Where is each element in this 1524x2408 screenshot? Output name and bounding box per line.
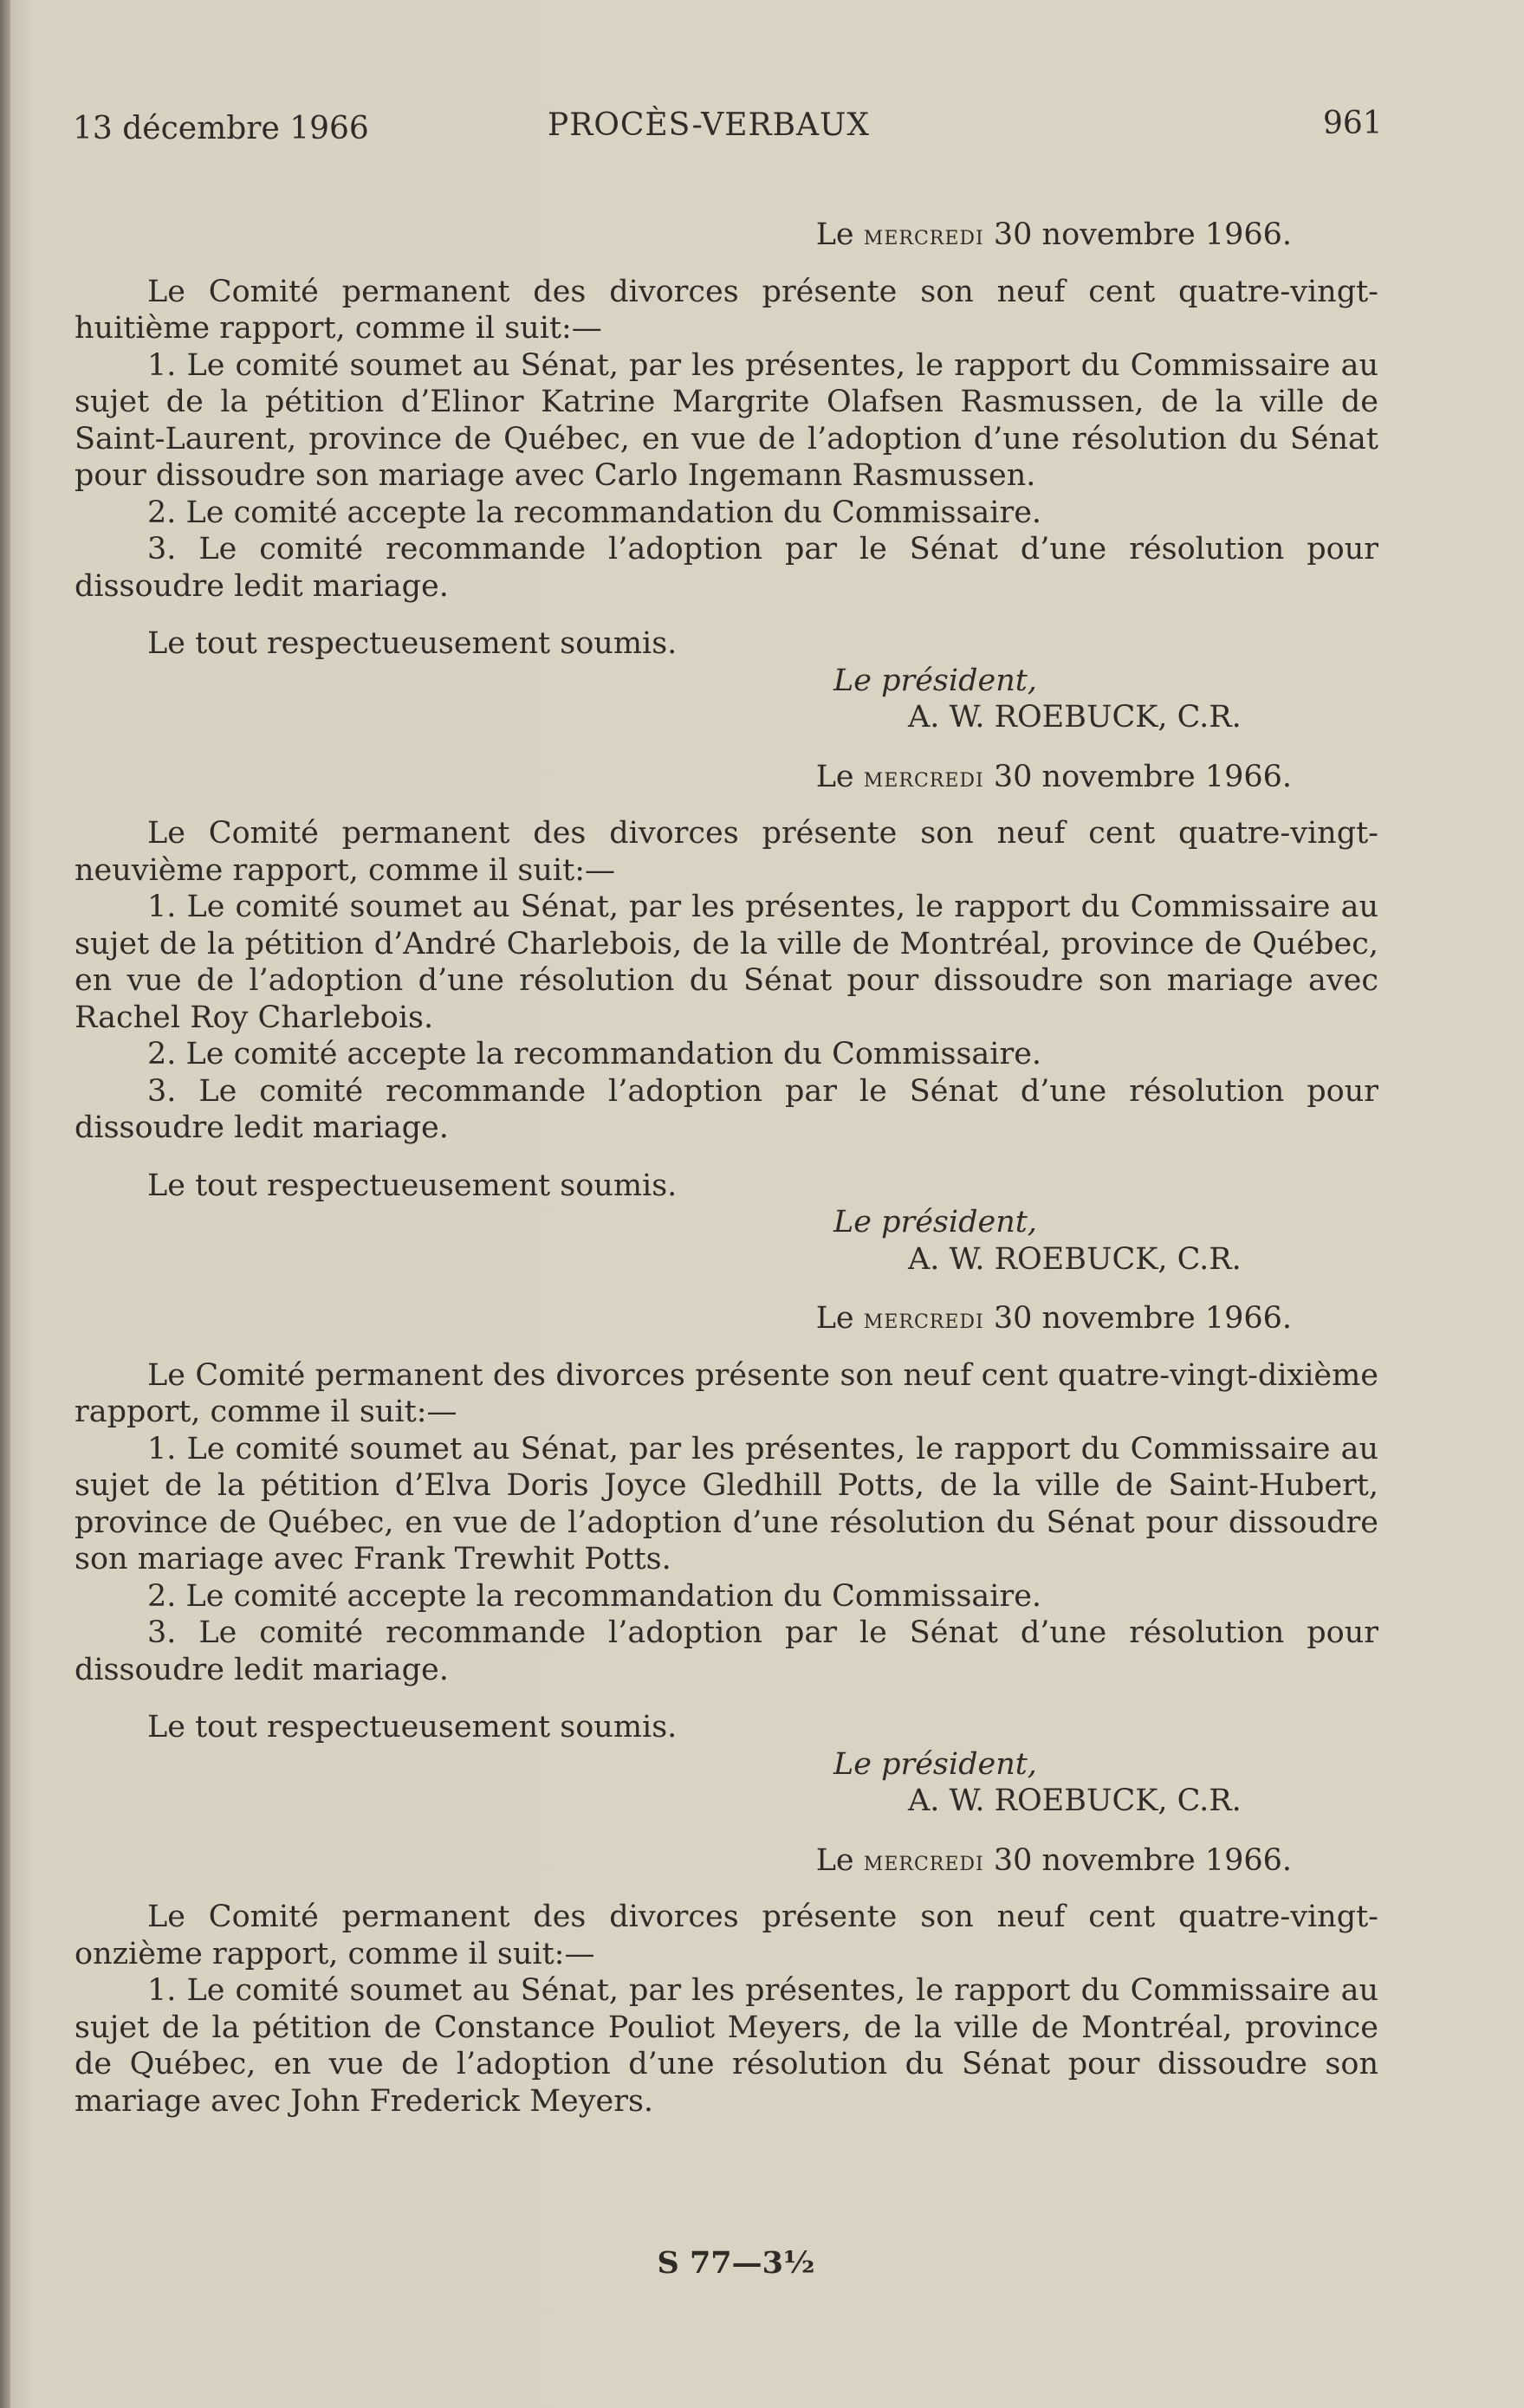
report-entry bbox=[75, 1300, 1378, 1820]
signature-name: A. W. ROEBUCK, C.R. bbox=[908, 1241, 1242, 1277]
report-item: 1. Le comité soumet au Sénat, par les présentes, le rapport du Commissaire au sujet de la pétition d’Elva Doris Joyce Gledhill Potts, de la ville de Saint-Hubert, province de Québec, en vue de l’adoption d’une résolution du Sénat pour dissoudre son mariage avec Frank Trewhit Potts. bbox=[75, 1431, 1378, 1576]
dateline-weekday: mercredi bbox=[863, 1845, 984, 1877]
dateline-date: 30 novembre 1966. bbox=[993, 1301, 1292, 1336]
signature-title: Le président, bbox=[833, 1205, 1037, 1240]
signature-block bbox=[833, 1746, 1378, 1820]
entry-dateline bbox=[75, 217, 1378, 255]
report-item: 2. Le comité accepte la recommandation du Commissaire. bbox=[147, 1037, 1042, 1071]
signature-title: Le président, bbox=[833, 1746, 1037, 1782]
signature-mark-text: S 77—3½ bbox=[657, 2245, 815, 2281]
signature-name: A. W. ROEBUCK, C.R. bbox=[908, 1783, 1242, 1818]
dateline-weekday: mercredi bbox=[863, 220, 984, 251]
binding-edge bbox=[0, 0, 10, 2408]
dateline-prefix: Le bbox=[815, 1842, 854, 1878]
dateline-weekday: mercredi bbox=[863, 1304, 984, 1335]
report-item: 2. Le comité accepte la recommandation du Commissaire. bbox=[147, 495, 1042, 530]
report-item: 3. Le comité recommande l’adoption par le Sénat d’une résolution pour dissoudre ledit mariage. bbox=[75, 1073, 1378, 1145]
report-entry bbox=[75, 217, 1378, 736]
signature-name: A. W. ROEBUCK, C.R. bbox=[908, 700, 1242, 735]
page-header bbox=[0, 106, 1524, 154]
dateline-date: 30 novembre 1966. bbox=[993, 759, 1292, 794]
report-intro: Le Comité permanent des divorces présente son neuf cent quatre-vingt-huitième rapport, comme il suit:— bbox=[75, 274, 1378, 346]
closing-line: Le tout respectueusement soumis. bbox=[147, 1168, 678, 1203]
dateline-weekday: mercredi bbox=[863, 761, 984, 793]
report-item: 1. Le comité soumet au Sénat, par les présentes, le rapport du Commissaire au sujet de la pétition d’André Charlebois, de la ville de Montréal, province de Québec, en vue de l’adoption d’une résolution du Sénat pour dissoudre son mariage avec Rachel Roy Charlebois. bbox=[75, 890, 1378, 1035]
report-entry bbox=[75, 1842, 1378, 2120]
report-item: 3. Le comité recommande l’adoption par le Sénat d’une résolution pour dissoudre ledit mariage. bbox=[75, 532, 1378, 604]
entry-dateline bbox=[75, 1300, 1378, 1338]
dateline-date: 30 novembre 1966. bbox=[993, 217, 1292, 252]
report-item: 3. Le comité recommande l’adoption par le Sénat d’une résolution pour dissoudre ledit mariage. bbox=[75, 1615, 1378, 1687]
entry-dateline bbox=[75, 759, 1378, 797]
signature-block bbox=[833, 663, 1378, 736]
signature-block bbox=[833, 1204, 1378, 1278]
closing-line: Le tout respectueusement soumis. bbox=[147, 1710, 678, 1745]
report-item: 1. Le comité soumet au Sénat, par les présentes, le rapport du Commissaire au sujet de la pétition d’Elinor Katrine Margrite Olafsen Rasmussen, de la ville de Saint-Laurent, province de Québec, en vue de l’adoption d’une résolution du Sénat pour dissoudre son mariage avec Carlo Ingemann Rasmussen. bbox=[75, 347, 1378, 493]
dateline-prefix: Le bbox=[815, 759, 854, 794]
closing-line: Le tout respectueusement soumis. bbox=[147, 626, 678, 661]
signature-title: Le président, bbox=[833, 663, 1037, 698]
report-entry bbox=[75, 759, 1378, 1278]
page-content bbox=[75, 217, 1378, 2142]
report-item: 1. Le comité soumet au Sénat, par les présentes, le rapport du Commissaire au sujet de la pétition de Constance Pouliot Meyers, de la ville de Montréal, province de Québec, en vue de l’adoption d’une résolution du Sénat pour dissoudre son mariage avec John Frederick Meyers. bbox=[75, 1973, 1378, 2119]
dateline-prefix: Le bbox=[815, 1301, 854, 1336]
signature-mark bbox=[0, 2245, 1524, 2281]
report-intro: Le Comité permanent des divorces présente son neuf cent quatre-vingt-dixième rapport, comme il suit:— bbox=[75, 1357, 1378, 1429]
header-date: 13 décembre 1966 bbox=[73, 111, 369, 146]
report-item: 2. Le comité accepte la recommandation du Commissaire. bbox=[147, 1578, 1042, 1614]
dateline-date: 30 novembre 1966. bbox=[993, 1842, 1292, 1878]
header-title: PROCÈS-VERBAUX bbox=[548, 107, 870, 143]
entry-dateline bbox=[75, 1842, 1378, 1880]
dateline-prefix: Le bbox=[815, 217, 854, 252]
report-intro: Le Comité permanent des divorces présente son neuf cent quatre-vingt-onzième rapport, comme il suit:— bbox=[75, 1900, 1378, 1971]
page-number: 961 bbox=[1323, 106, 1383, 141]
report-intro: Le Comité permanent des divorces présente son neuf cent quatre-vingt-neuvième rapport, comme il suit:— bbox=[75, 816, 1378, 888]
